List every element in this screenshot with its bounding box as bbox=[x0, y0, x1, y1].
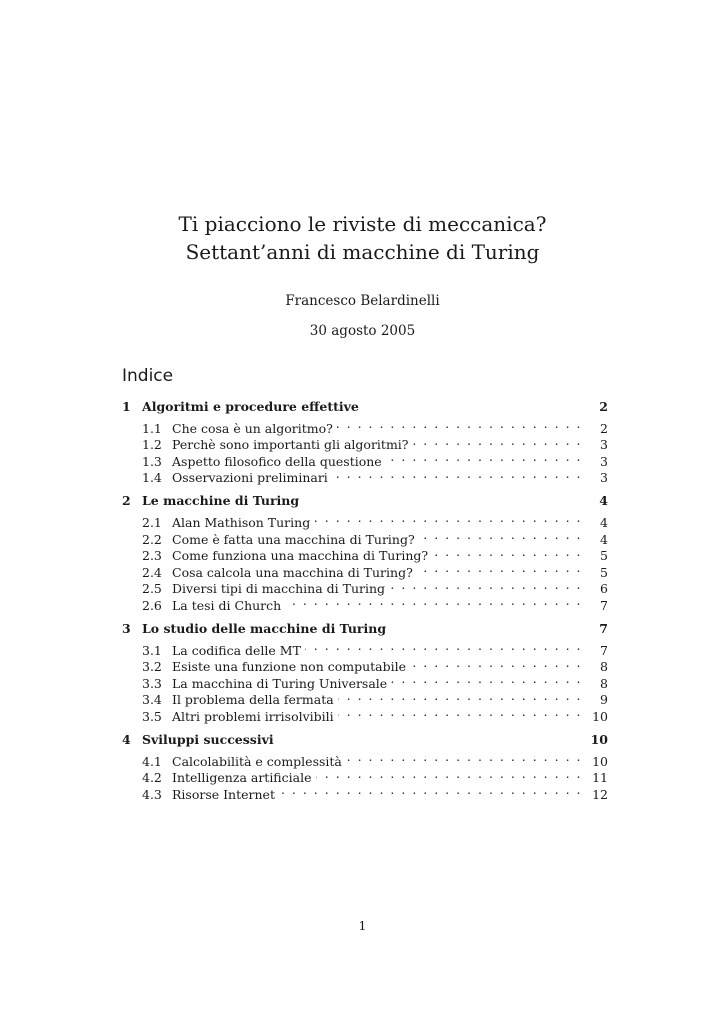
toc-section-page: 8 bbox=[600, 659, 608, 675]
toc-section-page: 7 bbox=[600, 597, 608, 613]
toc-dot-leader bbox=[314, 510, 582, 527]
toc-dot-leader bbox=[332, 466, 582, 483]
toc-section-page: 8 bbox=[600, 675, 608, 691]
toc-chapter-title: Sviluppi successivi bbox=[142, 731, 274, 747]
toc-section-number: 3.1 bbox=[142, 642, 162, 658]
toc-section-number: 4.1 bbox=[142, 753, 162, 769]
toc-section-page: 11 bbox=[592, 770, 608, 786]
toc-section-entry[interactable] bbox=[122, 749, 608, 769]
toc-dot-leader bbox=[386, 449, 582, 466]
toc-section-page: 4 bbox=[600, 514, 608, 530]
toc-section-page: 2 bbox=[600, 420, 608, 436]
toc-section-number: 1.3 bbox=[142, 453, 162, 469]
toc-section-page: 4 bbox=[600, 531, 608, 547]
toc-section-page: 9 bbox=[600, 692, 608, 708]
toc-dot-leader bbox=[419, 527, 582, 544]
toc-chapter-title: Le macchine di Turing bbox=[142, 493, 300, 509]
document-author: Francesco Belardinelli bbox=[285, 293, 440, 309]
toc-section-number: 2.4 bbox=[142, 564, 162, 580]
toc-section-title: Risorse Internet bbox=[172, 786, 275, 802]
toc-section-page: 7 bbox=[600, 642, 608, 658]
toc-dot-leader bbox=[410, 655, 582, 672]
toc-dot-leader bbox=[389, 577, 582, 594]
toc-dot-leader bbox=[417, 560, 582, 577]
toc-section-page: 3 bbox=[600, 470, 608, 486]
toc-section-title: Diversi tipi di macchina di Turing bbox=[172, 581, 386, 597]
document-title-line-2: Settant’anni di macchine di Turing bbox=[185, 240, 540, 264]
toc-dot-leader bbox=[338, 704, 582, 721]
toc-dot-leader bbox=[285, 593, 582, 610]
toc-dot-leader bbox=[413, 433, 582, 450]
toc-section-number: 1.1 bbox=[142, 420, 162, 436]
toc-section-entry[interactable] bbox=[122, 510, 608, 530]
document-title-line-1: Ti piacciono le riviste di meccanica? bbox=[178, 212, 547, 236]
toc-dot-leader bbox=[391, 671, 582, 688]
toc-section-entry[interactable] bbox=[122, 416, 608, 436]
toc-chapter-title: Lo studio delle macchine di Turing bbox=[142, 620, 387, 636]
toc-section-number: 2.5 bbox=[142, 581, 162, 597]
table-of-contents bbox=[122, 398, 608, 809]
toc-dot-leader bbox=[338, 688, 582, 705]
toc-section-number: 3.3 bbox=[142, 675, 162, 691]
toc-section-number: 3.5 bbox=[142, 708, 162, 724]
toc-chapter bbox=[122, 398, 608, 486]
toc-chapter-entry[interactable] bbox=[122, 492, 608, 510]
toc-dot-leader bbox=[305, 638, 582, 655]
toc-section-page: 6 bbox=[600, 581, 608, 597]
toc-section-title: Come funziona una macchina di Turing? bbox=[172, 548, 429, 564]
toc-section-number: 2.3 bbox=[142, 548, 162, 564]
toc-section-title: Altri problemi irrisolvibili bbox=[172, 708, 334, 724]
toc-dot-leader bbox=[432, 544, 582, 561]
toc-section-entry[interactable] bbox=[122, 638, 608, 658]
toc-section-title: Cosa calcola una macchina di Turing? bbox=[172, 564, 413, 580]
toc-section-number: 4.3 bbox=[142, 786, 162, 802]
toc-section-page: 12 bbox=[592, 786, 608, 802]
toc-chapter-page: 10 bbox=[590, 731, 608, 747]
toc-section-title: Intelligenza artificiale bbox=[172, 770, 312, 786]
toc-chapter-entry[interactable] bbox=[122, 731, 608, 749]
toc-chapter-page: 2 bbox=[599, 399, 608, 414]
toc-chapter bbox=[122, 731, 608, 802]
toc-section-page: 5 bbox=[600, 548, 608, 564]
toc-dot-leader bbox=[346, 749, 582, 766]
toc-section-page: 10 bbox=[592, 708, 608, 724]
toc-chapter bbox=[122, 620, 608, 724]
toc-heading: Indice bbox=[122, 366, 174, 386]
toc-section-title: Osservazioni preliminari bbox=[172, 470, 328, 486]
toc-section-number: 2.1 bbox=[142, 514, 162, 530]
toc-chapter-title: Algoritmi e procedure effettive bbox=[142, 399, 359, 414]
toc-section-title: La macchina di Turing Universale bbox=[172, 675, 388, 691]
toc-section-title: Aspetto filosofico della questione bbox=[172, 453, 382, 469]
toc-section-number: 1.4 bbox=[142, 470, 162, 486]
toc-chapter-number: 3 bbox=[122, 620, 131, 636]
toc-section-title: Che cosa è un algoritmo? bbox=[172, 420, 333, 436]
toc-section-number: 2.2 bbox=[142, 531, 162, 547]
toc-section-number: 2.6 bbox=[142, 597, 162, 613]
toc-section-title: La codifica delle MT bbox=[172, 642, 301, 658]
toc-dot-leader bbox=[316, 766, 583, 783]
toc-section-number: 3.4 bbox=[142, 692, 162, 708]
toc-section-page: 3 bbox=[600, 453, 608, 469]
title-block bbox=[0, 210, 725, 340]
toc-chapter-page: 7 bbox=[599, 620, 608, 636]
toc-chapter-number: 4 bbox=[122, 731, 131, 747]
document-date: 30 agosto 2005 bbox=[309, 323, 416, 339]
toc-section-title: Come è fatta una macchina di Turing? bbox=[172, 531, 415, 547]
toc-section-title: Il problema della fermata bbox=[172, 692, 334, 708]
toc-chapter-number: 1 bbox=[122, 399, 131, 414]
toc-section-page: 3 bbox=[600, 437, 608, 453]
toc-section-number: 1.2 bbox=[142, 437, 162, 453]
toc-section-title: Alan Mathison Turing bbox=[172, 514, 311, 530]
toc-dot-leader bbox=[279, 782, 582, 799]
toc-section-page: 5 bbox=[600, 564, 608, 580]
toc-chapter-entry[interactable] bbox=[122, 398, 608, 416]
toc-chapter bbox=[122, 492, 608, 613]
toc-section-title: Perchè sono importanti gli algoritmi? bbox=[172, 437, 409, 453]
toc-chapter-entry[interactable] bbox=[122, 620, 608, 638]
toc-section-page: 10 bbox=[592, 753, 608, 769]
toc-section-title: Calcolabilità e complessità bbox=[172, 753, 342, 769]
toc-section-title: La tesi di Church bbox=[172, 597, 282, 613]
toc-section-title: Esiste una funzione non computabile bbox=[172, 659, 407, 675]
page-number: 1 bbox=[358, 918, 367, 933]
toc-section-number: 4.2 bbox=[142, 770, 162, 786]
toc-section-number: 3.2 bbox=[142, 659, 162, 675]
toc-chapter-page: 4 bbox=[599, 493, 608, 509]
toc-chapter-number: 2 bbox=[122, 493, 131, 509]
toc-dot-leader bbox=[337, 416, 582, 433]
